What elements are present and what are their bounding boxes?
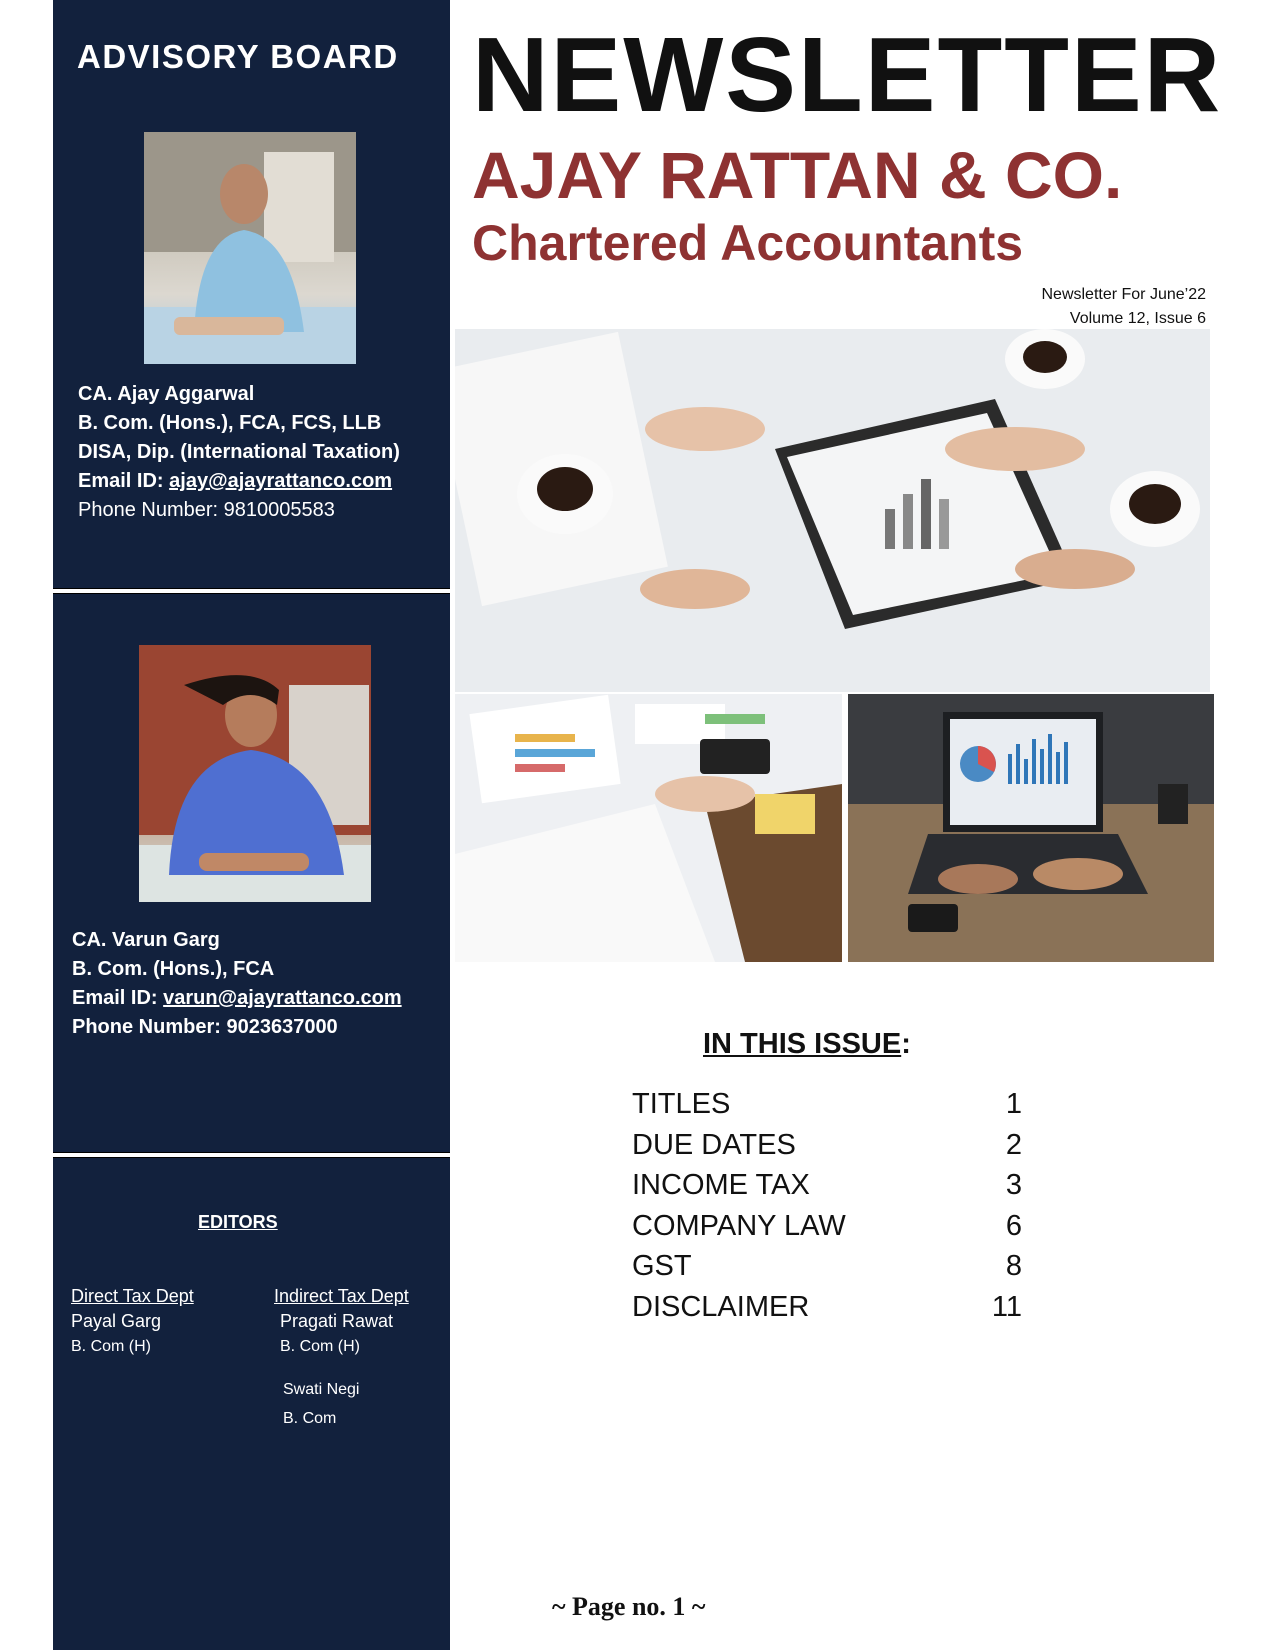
toc-item[interactable] (632, 1084, 1022, 1125)
issue-month: Newsletter For June’22 (1041, 286, 1206, 303)
advisory-sidebar (53, 0, 450, 1650)
person2-email-label: Email ID: (72, 987, 164, 1009)
toc-item[interactable] (632, 1287, 1022, 1328)
toc-item[interactable] (632, 1206, 1022, 1247)
toc-item-page: 6 (1005, 1209, 1022, 1242)
toc-item-label: DISCLAIMER (632, 1290, 810, 1323)
person1-name: CA. Ajay Aggarwal (78, 383, 255, 405)
toc-item-page: 11 (991, 1290, 1022, 1323)
person2-email-link[interactable]: varun@ajayrattanco.com (163, 987, 402, 1009)
toc-item[interactable] (632, 1165, 1022, 1206)
editors-title: EDITORS (198, 1212, 278, 1232)
person1-qualification: B. Com. (Hons.), FCA, FCS, LLB (78, 412, 382, 434)
toc-item-page: 3 (1005, 1169, 1022, 1201)
toc-item-label: DUE DATES (632, 1128, 796, 1161)
toc-item-page: 2 (1005, 1128, 1022, 1161)
editors-panel (53, 1158, 450, 1650)
person1-email-row (78, 467, 400, 496)
firm-name: AJAY RATTAN & CO. (472, 138, 1123, 212)
page-number: ~ Page no. 1 ~ (552, 1592, 706, 1621)
issue-volume: Volume 12, Issue 6 (1069, 310, 1206, 327)
editor-name: Pragati Rawat (280, 1311, 394, 1331)
advisory-panel-1 (53, 0, 450, 588)
person1-email-link[interactable]: ajay@ajayrattanco.com (169, 470, 393, 492)
toc-item-label: GST (632, 1250, 692, 1282)
editor-qualification: B. Com (H) (280, 1338, 360, 1355)
editor-qualification: B. Com (H) (71, 1338, 151, 1355)
person2-email-row (72, 984, 402, 1013)
advisory-board-title: ADVISORY BOARD (77, 38, 399, 75)
editor-name: Payal Garg (71, 1311, 162, 1331)
person1-qualification-2: DISA, Dip. (International Taxation) (78, 441, 400, 463)
toc-item-page: 8 (1005, 1250, 1022, 1282)
newsletter-masthead: NEWSLETTER (472, 16, 1223, 134)
person2-qualification: B. Com. (Hons.), FCA (72, 958, 275, 980)
toc-title-text: IN THIS ISSUE (703, 1028, 902, 1060)
charts-paperwork-photo (455, 694, 842, 962)
person1-email-label: Email ID: (78, 470, 170, 492)
person1-photo (144, 132, 356, 364)
toc-title (703, 1028, 911, 1061)
person2-photo (139, 645, 371, 902)
firm-subtitle: Chartered Accountants (472, 215, 1024, 271)
toc-list (632, 1084, 1022, 1327)
toc-item[interactable] (632, 1125, 1022, 1166)
direct-tax-dept-label: Direct Tax Dept (71, 1286, 194, 1306)
toc-item[interactable] (632, 1246, 1022, 1287)
person2-name: CA. Varun Garg (72, 929, 220, 951)
toc-item-page: 1 (1005, 1088, 1022, 1120)
person1-phone: Phone Number: 9810005583 (78, 499, 335, 521)
laptop-analytics-photo (848, 694, 1214, 962)
editor-name: Swati Negi (283, 1381, 360, 1398)
indirect-tax-dept-label: Indirect Tax Dept (274, 1286, 409, 1306)
toc-item-label: INCOME TAX (632, 1169, 810, 1201)
direct-tax-editors (71, 1284, 194, 1359)
indirect-tax-editors (274, 1284, 409, 1431)
toc-title-colon: : (901, 1028, 911, 1060)
issue-meta (1041, 283, 1206, 331)
person1-info (78, 380, 400, 525)
editor-qualification: B. Com (283, 1410, 337, 1427)
toc-item-label: COMPANY LAW (632, 1209, 846, 1242)
advisory-panel-2 (53, 594, 450, 1152)
person2-info (72, 926, 402, 1042)
business-meeting-photo (455, 329, 1210, 692)
person2-phone: Phone Number: 9023637000 (72, 1016, 338, 1038)
toc-item-label: TITLES (632, 1088, 731, 1120)
